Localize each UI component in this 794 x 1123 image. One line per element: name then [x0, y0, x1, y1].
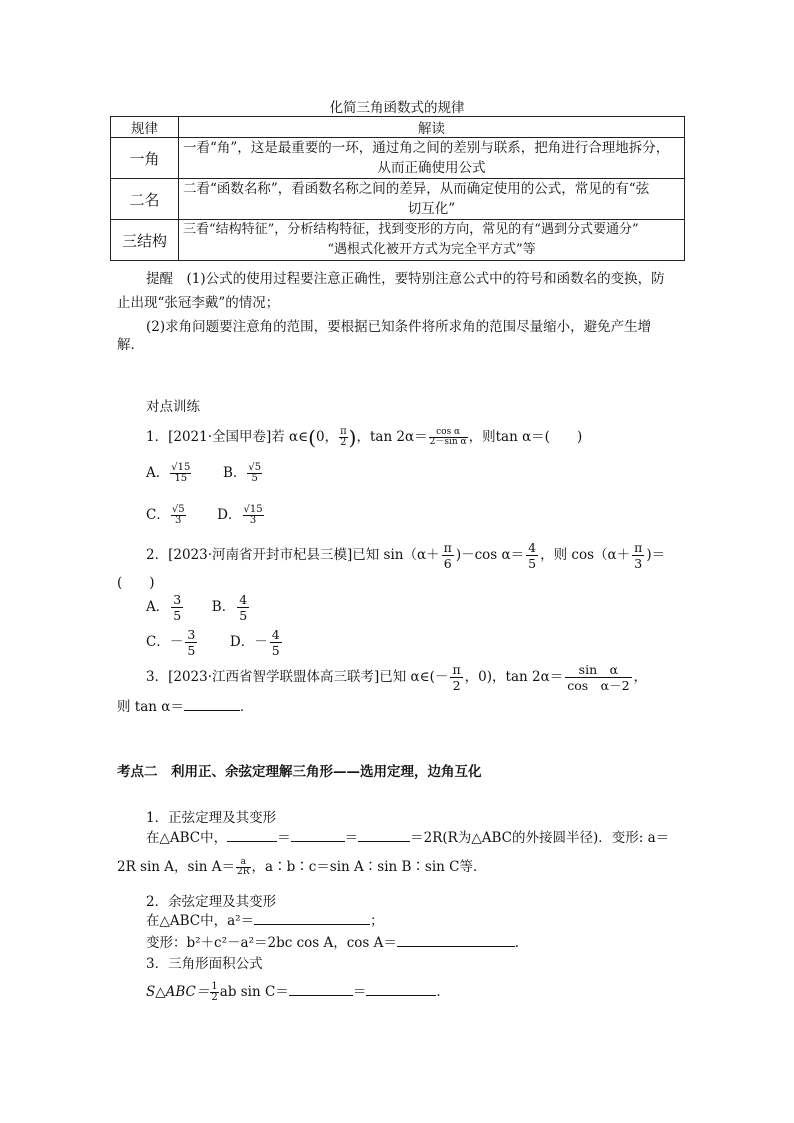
option-a-label: A．: [146, 465, 170, 481]
option-d-value: [243, 505, 264, 526]
text: ；: [370, 913, 384, 929]
a-over-2r-fraction: [236, 858, 251, 877]
explain-line2: “遇根式化被开方式为完全平方式”等: [327, 242, 536, 257]
explain-line1: 二看“函数名称”，看函数名称之间的差异，从而确定使用的公式，常见的有“弦: [183, 181, 650, 197]
frac-den: cos α－2: [567, 678, 630, 693]
q1-suffix: ，则tan α＝( ): [468, 429, 583, 445]
section-heading: 考点二 利用正、余弦定理解三角形——选用定理，边角互化: [117, 764, 482, 780]
tip-line2: 止出现“张冠李戴”的情况；: [117, 295, 280, 311]
sine-law-line1: [146, 826, 669, 846]
question-2: [146, 538, 665, 572]
frac-num: 4: [239, 592, 248, 607]
answer-blank[interactable]: [184, 696, 240, 711]
header-cell-explain: 解读: [179, 117, 685, 138]
answer-blank[interactable]: [289, 981, 353, 996]
frac-den: 5: [251, 473, 258, 484]
area-formula-line: [146, 978, 450, 1006]
option-a-value: [171, 592, 183, 623]
text: 变形：b²＋c²－a²＝2bc cos A，cos A＝: [146, 935, 397, 951]
frac-num: π: [443, 540, 452, 555]
q2-options-ab: [146, 590, 251, 624]
frac-den: 5: [239, 608, 248, 623]
frac-num: 4: [271, 627, 280, 642]
frac-den: 15: [174, 473, 188, 484]
q3-suffix: ，: [633, 669, 648, 685]
frac-num: √15: [243, 504, 263, 515]
explain-line2: 切互化”: [407, 201, 456, 217]
cosine-law-line2: [146, 931, 528, 951]
option-d-label: D．－: [229, 634, 268, 650]
frac-num: √15: [171, 462, 191, 473]
q3-line2-suffix: ．: [239, 699, 254, 715]
cosine-law-line1: [146, 909, 384, 929]
explain-line1: 三看“结构特征”，分析结构特征，找到变形的方向，常见的有“遇到分式要通分”: [183, 222, 639, 237]
row-key: 三结构: [111, 220, 179, 261]
left-paren: (: [308, 425, 316, 450]
q2-options-cd: [146, 625, 284, 659]
q2-fraction-3: [632, 540, 644, 571]
row-explain: [179, 220, 685, 261]
frac-num: √5: [248, 462, 262, 473]
table-row: [111, 138, 685, 179]
tip-line1: 提醒 (1)公式的使用过程要注意正确性，要特别注意公式中的符号和函数名的变换，防: [146, 271, 665, 287]
text: 2R sin A，sin A＝: [117, 859, 236, 875]
text: ．: [436, 984, 450, 1000]
option-b-value: [237, 592, 249, 623]
answer-blank[interactable]: [366, 981, 436, 996]
frac-den: 5: [173, 608, 182, 623]
frac-den: 3: [249, 515, 257, 526]
frac-den: 6: [443, 556, 452, 571]
q2-mid1: )－cos α＝: [455, 547, 525, 563]
q2-paren: ( ): [117, 575, 155, 591]
explain-line1: 一看“角”，这是最重要的一环，通过角之间的差别与联系，把角进行合理地拆分，: [183, 140, 670, 156]
q1-options-cd: [146, 502, 265, 528]
frac-num: 3: [173, 592, 182, 607]
equals: ＝: [344, 830, 359, 846]
q2-fraction-2: [526, 540, 538, 571]
frac-num: √5: [171, 504, 185, 515]
q1-pi-fraction: [339, 427, 348, 448]
frac-num: sin α: [565, 662, 631, 678]
row-explain: [179, 179, 685, 220]
q3-prefix: 3．[2023·江西省智学联盟体高三联考]已知 α∈(－: [146, 669, 449, 685]
frac-num: π: [452, 662, 461, 677]
equals: ＝: [352, 984, 367, 1000]
frac-num: 3: [187, 627, 196, 642]
question-3: [146, 660, 647, 694]
frac-num: π: [634, 540, 643, 555]
frac-den: 3: [634, 556, 643, 571]
option-d-label: D．: [217, 507, 242, 523]
q3-fraction-1: [450, 662, 462, 693]
option-c-value: [185, 627, 197, 658]
q3-line2: [117, 695, 253, 715]
sine-law-line2: [117, 854, 486, 880]
text: 在△ABC中，: [146, 830, 228, 846]
table-row: [111, 220, 685, 261]
tip-line3: (2)求角问题要注意角的范围，要根据已知条件将所求角的范围尽量缩小，避免产生增: [146, 319, 652, 335]
frac-den: 3: [175, 515, 182, 526]
option-b-label: B．: [222, 465, 247, 481]
frac-den: 2: [340, 437, 347, 448]
row-key: 一角: [111, 138, 179, 179]
row-explain: [179, 138, 685, 179]
frac-den: 2－sin α: [429, 437, 467, 447]
answer-blank[interactable]: [358, 827, 410, 842]
text: ．: [514, 935, 529, 951]
text: S△ABC＝: [146, 984, 210, 1000]
frac-num: π: [340, 426, 347, 437]
frac-den: 5: [187, 643, 196, 658]
answer-blank[interactable]: [254, 910, 370, 925]
tip-line4: 解．: [117, 337, 144, 353]
text: ，a∶b∶c＝sin A∶sin B∶sin C等．: [251, 859, 487, 875]
option-b-value: [247, 463, 262, 484]
q1-interval-start: 0，: [315, 429, 339, 445]
table-row: [111, 179, 685, 220]
frac-den: 2R: [237, 867, 250, 877]
frac-num: 4: [528, 540, 537, 555]
frac-den: 5: [528, 556, 537, 571]
q3-line2-prefix: 则 tan α＝: [117, 699, 184, 715]
frac-den: 2: [211, 992, 218, 1003]
area-formula-title: 3．三角形面积公式: [146, 956, 263, 972]
option-a-label: A．: [146, 599, 170, 615]
sine-law-title: 1．正弦定理及其变形: [146, 810, 277, 826]
text: 在△ABC中，a²＝: [146, 913, 255, 929]
frac-num: 1: [211, 981, 218, 992]
half-fraction: [210, 982, 218, 1003]
text: ＝2R(R为△ABC的外接圆半径)．变形: a＝: [410, 830, 670, 846]
q1-tan-fraction: [429, 428, 468, 447]
q1-prefix: 1．[2021·全国甲卷]若 α∈: [146, 429, 309, 445]
rules-table: [110, 116, 685, 261]
right-paren: ): [348, 425, 357, 450]
header-cell-rule: 规律: [111, 117, 179, 138]
row-key: 二名: [111, 179, 179, 220]
option-c-value: [171, 505, 186, 526]
practice-heading: 对点训练: [146, 399, 200, 415]
q3-tan-fraction: [565, 662, 631, 693]
frac-den: 5: [271, 643, 280, 658]
frac-num: a: [236, 858, 251, 868]
table-title: 化简三角函数式的规律: [329, 100, 465, 116]
option-c-label: C．: [146, 507, 170, 523]
q2-mid2: ，则 cos（α＋: [540, 547, 631, 563]
option-b-label: B．: [211, 599, 236, 615]
option-d-value: [270, 627, 282, 658]
answer-blank[interactable]: [397, 932, 515, 947]
q2-prefix: 2．[2023·河南省开封市杞县三模]已知 sin（α＋: [146, 547, 440, 563]
equals: ＝: [277, 830, 291, 846]
option-a-value: [170, 463, 191, 484]
q1-options-ab: [146, 460, 263, 486]
cosine-law-title: 2．余弦定理及其变形: [146, 894, 277, 910]
text: ab sin C＝: [219, 984, 289, 1000]
q2-suffix: )＝: [646, 547, 666, 563]
q2-fraction-1: [442, 540, 454, 571]
frac-num: cos α: [429, 428, 468, 438]
option-c-label: C．－: [146, 634, 184, 650]
table-header-row: [111, 117, 685, 138]
frac-den: 2: [452, 678, 461, 693]
answer-blank[interactable]: [291, 827, 345, 842]
q3-mid: ，0)，tan 2α＝: [464, 669, 564, 685]
explain-line2: 从而正确使用公式: [377, 160, 486, 176]
q1-mid: ，tan 2α＝: [356, 429, 428, 445]
question-1: [146, 425, 582, 449]
answer-blank[interactable]: [227, 827, 277, 842]
